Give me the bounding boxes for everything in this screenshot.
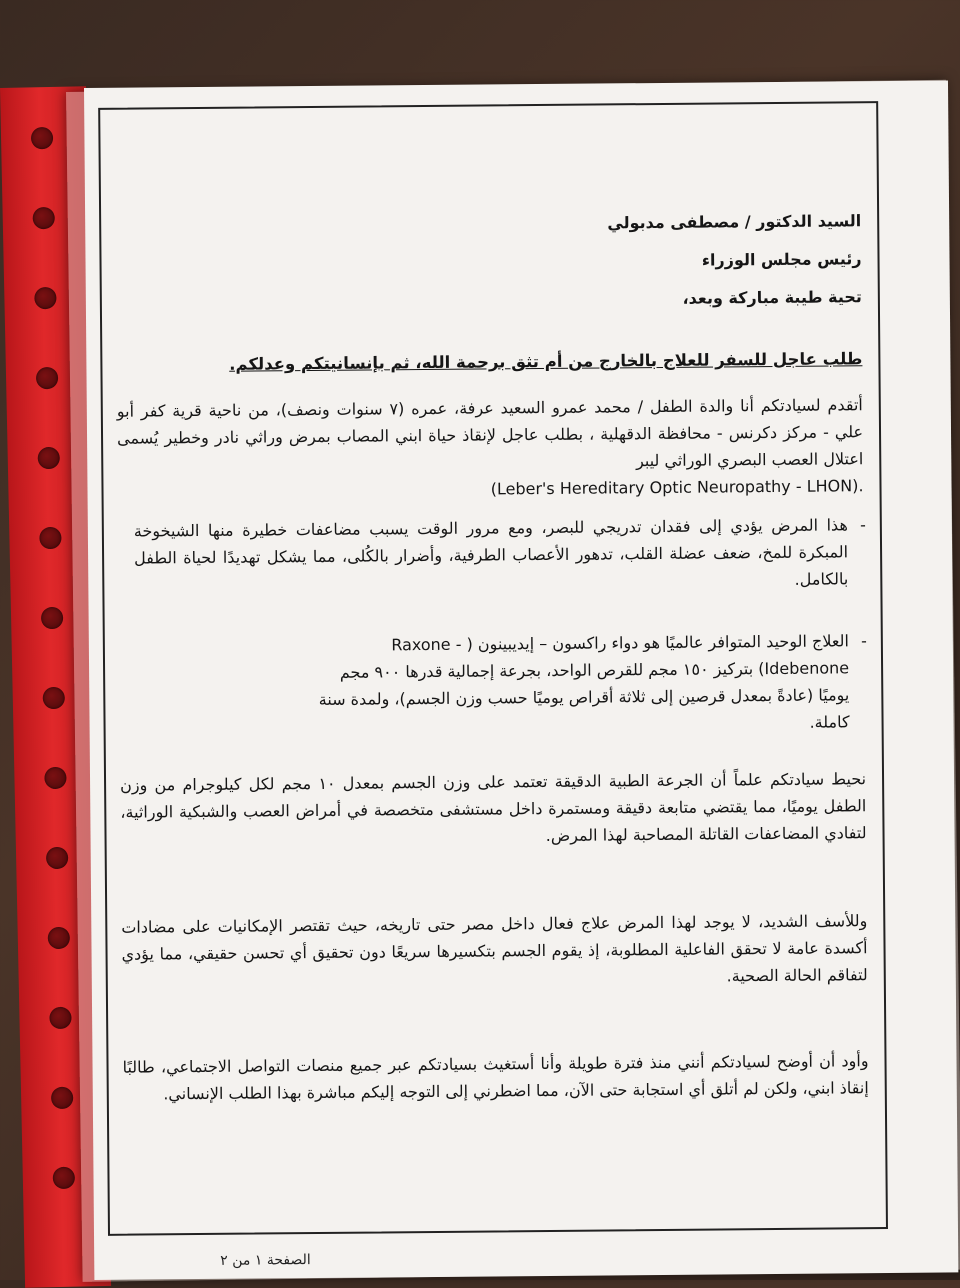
bullet-symptoms: [134, 511, 865, 598]
bullet-dash: -: [859, 515, 866, 535]
bullet-symptoms-text: هذا المرض يؤدي إلى فقدان تدريجي للبصر، ومع مرور الوقت يسبب مضاعفات خطيرة منها الشيخوخة المبكرة للمخ، ضعف عضلة القلب، تدهور الأعصاب الطرفية، وأضرار بالكُلى، مما يشكل تهديدًا لحياة الطفل بالكامل.: [133, 515, 849, 589]
punch-hole: [34, 287, 56, 309]
punch-hole: [53, 1167, 75, 1189]
letter-subject: طلب عاجل للسفر للعلاج بالخارج من أم تثق برحمة الله، ثم بإنسانيتكم وعدلكم.: [229, 349, 863, 374]
bullet-treatment: [135, 627, 866, 741]
greeting: تحية طيبة مباركة وبعد،: [682, 287, 862, 308]
intro-text: أتقدم لسيادتكم أنا والدة الطفل / محمد عمرو السعيد عرفة، عمره (٧ سنوات ونصف)، من ناحية قرية كفر أبو علي - مركز دكرنس - محافظة الدقهلية ، بطلب عاجل لإنقاذ حياة ابني المصاب بمرض وراثي نادر وخطير يُسمى اعتلال العصب البصري الوراثي ليبر: [116, 395, 864, 471]
addressee: السيد الدكتور / مصطفى مدبولي: [607, 211, 862, 233]
dose-paragraph: نحيط سيادتكم علماً أن الجرعة الطبية الدقيقة تعتمد على وزن الجسم بمعدل ١٠ مجم لكل كيلوجرام من وزن الطفل يوميًا، مما يقتضي متابعة دقيقة ومستمرة داخل مستشفى متخصصة في أمراض العصب والشبكية الوراثية، لتفادي المضاعفات القاتلة المصاحبة لهذا المرض.: [120, 769, 867, 845]
recipient-position: رئيس مجلس الوزراء: [701, 249, 862, 270]
punch-hole: [48, 927, 70, 949]
punch-hole: [39, 527, 61, 549]
punch-hole: [49, 1007, 71, 1029]
letter-page: [84, 80, 958, 1279]
treatment-line-3: يوميًا (عادةً بمعدل قرصين إلى ثلاثة أقراص يوميًا حسب وزن الجسم)، ولمدة سنة: [318, 685, 850, 709]
page-number: الصفحة ١ من ٢: [220, 1252, 311, 1269]
punch-hole: [38, 447, 60, 469]
treatment-line-2: Idebenone) بتركيز ١٥٠ مجم للقرص الواحد، بجرعة إجمالية قدرها ٩٠٠ مجم: [339, 658, 850, 682]
appeal-paragraph: وأود أن أوضح لسيادتكم أنني منذ فترة طويلة وأنا أستغيث بسيادتكم عبر جميع منصات التواصل الاجتماعي، طالبًا إنقاذ ابني، ولكن لم أتلق أي استجابة حتى الآن، مما اضطرني إلى التوجه إليكم مباشرة بهذا الطلب الإنساني.: [122, 1051, 869, 1104]
treatment-line-1: العلاج الوحيد المتوافر عالميًا هو دواء راكسون – إيديبينون ( - Raxone: [391, 631, 849, 655]
punch-hole: [36, 367, 58, 389]
punch-hole: [44, 767, 66, 789]
treatment-line-4: كاملة.: [809, 712, 850, 732]
punch-hole: [43, 687, 65, 709]
punch-hole: [51, 1087, 73, 1109]
punch-hole: [46, 847, 68, 869]
punch-hole: [41, 607, 63, 629]
punch-hole: [31, 127, 53, 149]
bullet-dash: -: [860, 631, 867, 651]
disease-name: (Leber's Hereditary Optic Neuropathy - LHON).: [490, 476, 864, 499]
intro-paragraph: [117, 391, 864, 506]
unavailability-paragraph: وللأسف الشديد، لا يوجد لهذا المرض علاج فعال داخل مصر حتى تاريخه، حيث تقتصر الإمكانيات على مضادات أكسدة عامة لا تحقق الفاعلية المطلوبة، إذ يقوم الجسم بتكسيرها سريعًا دون تحقيق أي تحسن حقيقي، مما يؤدي لتفاقم الحالة الصحية.: [121, 911, 868, 986]
punch-hole: [33, 207, 55, 229]
